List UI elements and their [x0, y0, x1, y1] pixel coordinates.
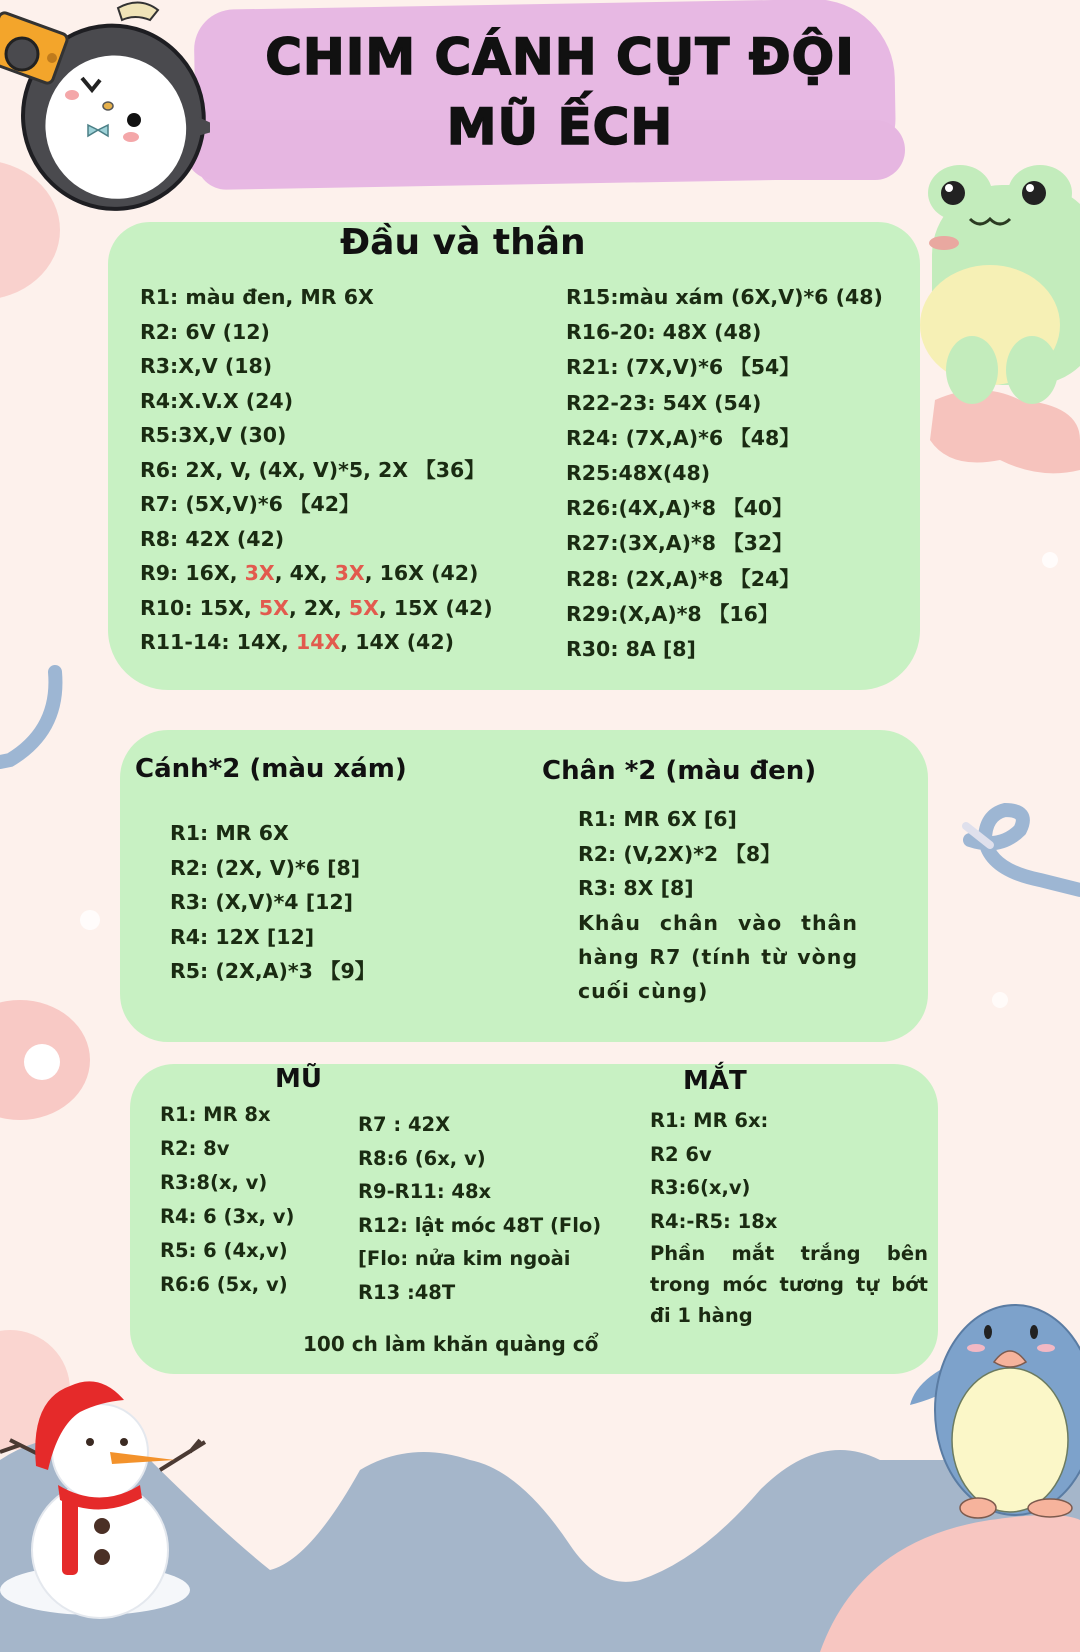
pattern-row: R2: 8v	[160, 1137, 230, 1160]
pattern-row: R3:X,V (18)	[140, 354, 273, 378]
frog-icon	[920, 155, 1080, 415]
scarf-note: 100 ch làm khăn quàng cổ	[303, 1332, 599, 1356]
hat-rows-col2	[358, 1110, 601, 1311]
page-title	[200, 22, 920, 162]
pattern-row: R4:-R5: 18x	[650, 1209, 778, 1233]
pattern-row: R7 : 42X	[358, 1113, 451, 1136]
pattern-row: R1: màu đen, MR 6X	[140, 285, 374, 309]
pattern-row: [Flo: nửa kim ngoài	[358, 1247, 571, 1270]
pattern-row: R1: MR 6X	[170, 821, 289, 845]
pattern-row: R24: (7X,A)*6 【48】	[566, 425, 800, 450]
pattern-row: R28: (2X,A)*8 【24】	[566, 566, 800, 591]
pattern-row: R5: 6 (4x,v)	[160, 1239, 288, 1262]
pattern-row: R3: (X,V)*4 [12]	[170, 890, 353, 914]
pattern-row: R1: MR 6X [6]	[578, 807, 737, 831]
title-line-1: CHIM CÁNH CỤT ĐỘI	[265, 28, 855, 86]
head-body-left-rows	[140, 282, 493, 662]
head-body-heading: Đầu và thân	[340, 222, 586, 263]
hat-heading: MŨ	[275, 1064, 322, 1094]
eyes-rows	[650, 1106, 777, 1240]
eyes-heading: MẮT	[683, 1066, 747, 1096]
pattern-row: R26:(4X,A)*8 【40】	[566, 496, 793, 521]
hat-rows-col1	[160, 1100, 294, 1304]
pattern-row: R3:8(x, v)	[160, 1171, 268, 1194]
pattern-row: R13 :48T	[358, 1280, 456, 1304]
pattern-row: R27:(3X,A)*8 【32】	[566, 531, 793, 556]
feet-note: Khâu chân vào thân hàng R7 (tính từ vòng cuối cùng)	[578, 911, 858, 1003]
pattern-row: R4: 12X [12]	[170, 924, 315, 949]
pattern-row: R9-R11: 48x	[358, 1180, 492, 1203]
pattern-row: R7: (5X,V)*6 【42】	[140, 492, 360, 516]
pattern-row: R5:3X,V (30)	[140, 423, 287, 447]
pattern-row: R5: (2X,A)*3 【9】	[170, 959, 376, 983]
pattern-row: R6: 2X, V, (4X, V)*5, 2X 【36】	[140, 457, 485, 482]
pattern-row: R3:6(x,v)	[650, 1176, 751, 1199]
pattern-row: R2: (V,2X)*2 【8】	[578, 841, 781, 866]
pattern-row: R21: (7X,V)*6 【54】	[566, 355, 800, 380]
pattern-row: R30: 8A [8]	[566, 636, 696, 661]
eyes-note: Phần mắt trắng bên trong móc tương tự bớt đi 1 hàng	[650, 1242, 928, 1327]
snowman-icon	[0, 1360, 220, 1630]
blue-penguin-icon	[910, 1290, 1080, 1520]
pattern-row-highlighted: R9: 16X, 3X, 4X, 3X, 16X (42)	[140, 561, 479, 585]
feet-heading: Chân *2 (màu đen)	[542, 756, 817, 786]
pattern-row: R2: 6V (12)	[140, 319, 270, 344]
pattern-row: R1: MR 6x:	[650, 1109, 769, 1132]
wings-heading: Cánh*2 (màu xám)	[135, 754, 407, 784]
pattern-row-highlighted: R10: 15X, 5X, 2X, 5X, 15X (42)	[140, 595, 493, 620]
pattern-row: R4: 6 (3x, v)	[160, 1205, 295, 1228]
pattern-row: R15:màu xám (6X,V)*6 (48)	[566, 285, 883, 309]
pattern-row: R1: MR 8x	[160, 1103, 271, 1126]
pattern-row: R22-23: 54X (54)	[566, 390, 762, 415]
pattern-row-highlighted: R11-14: 14X, 14X, 14X (42)	[140, 630, 454, 654]
penguin-camera-icon	[0, 0, 210, 240]
pattern-row: R2: (2X, V)*6 [8]	[170, 855, 361, 880]
wings-rows	[170, 818, 375, 991]
pattern-row: R3: 8X [8]	[578, 876, 694, 900]
pattern-row: R4:X.V.X (24)	[140, 388, 294, 413]
pattern-row: R8:6 (6x, v)	[358, 1146, 486, 1170]
pattern-row: R8: 42X (42)	[140, 526, 285, 551]
pattern-row: R25:48X(48)	[566, 460, 711, 485]
pattern-row: R16-20: 48X (48)	[566, 320, 762, 345]
pattern-row: R6:6 (5x, v)	[160, 1273, 288, 1296]
head-body-right-rows	[566, 282, 883, 669]
pattern-row: R2 6v	[650, 1142, 712, 1166]
feet-rows	[578, 804, 781, 908]
pattern-row: R29:(X,A)*8 【16】	[566, 601, 779, 626]
pattern-row: R12: lật móc 48T (Flo)	[358, 1213, 602, 1237]
title-line-2: MŨ ẾCH	[446, 98, 674, 156]
